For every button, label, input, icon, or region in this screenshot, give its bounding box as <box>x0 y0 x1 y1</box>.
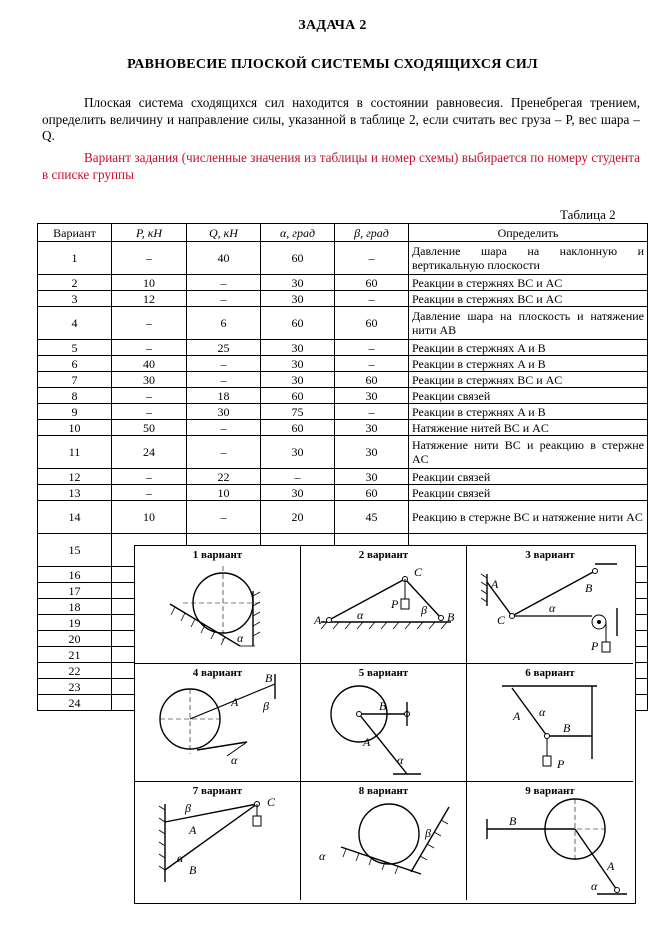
beta-cell: 30 <box>335 388 409 404</box>
variant-cell: 21 <box>38 647 112 663</box>
table-row <box>38 436 648 469</box>
svg-text:β: β <box>185 801 191 815</box>
alpha-cell: 60 <box>261 307 335 340</box>
p-cell: – <box>112 485 187 501</box>
p-cell: 40 <box>112 356 187 372</box>
beta-cell: – <box>335 291 409 307</box>
scheme-4-drawing <box>135 664 301 782</box>
determine-cell: Реакции в стержнях A и B <box>409 404 648 420</box>
determine-cell: Реакции связей <box>409 485 648 501</box>
q-cell: – <box>187 372 261 388</box>
q-cell: 22 <box>187 469 261 485</box>
variant-cell: 11 <box>38 436 112 469</box>
scheme-caption: 8 вариант <box>358 785 409 797</box>
svg-text:A: A <box>314 613 322 627</box>
beta-cell: – <box>335 356 409 372</box>
scheme-1-drawing <box>135 546 301 664</box>
svg-text:A: A <box>231 695 239 709</box>
scheme-caption: 2 вариант <box>358 549 409 561</box>
variant-cell: 13 <box>38 485 112 501</box>
variant-cell: 23 <box>38 679 112 695</box>
determine-cell: Реакции в стержнях A и B <box>409 340 648 356</box>
p-cell: – <box>112 340 187 356</box>
p-cell: – <box>112 307 187 340</box>
svg-text:β: β <box>263 699 269 713</box>
variant-cell: 20 <box>38 631 112 647</box>
q-cell: 30 <box>187 404 261 420</box>
variant-cell: 14 <box>38 501 112 534</box>
col-header-determine: Определить <box>409 224 648 242</box>
table-row <box>38 388 648 404</box>
alpha-cell: 30 <box>261 340 335 356</box>
svg-text:P: P <box>591 639 599 653</box>
svg-text:B: B <box>447 610 455 624</box>
col-header-beta: β, град <box>335 224 409 242</box>
col-header-p: P, кН <box>112 224 187 242</box>
scheme-caption: 9 вариант <box>525 785 575 797</box>
q-cell: 40 <box>187 242 261 275</box>
beta-cell: 60 <box>335 372 409 388</box>
beta-cell: 30 <box>335 469 409 485</box>
svg-text:A: A <box>513 709 521 723</box>
variant-cell: 7 <box>38 372 112 388</box>
determine-cell: Натяжение нити BC и реакцию в стержне AC <box>409 436 648 469</box>
scheme-3-drawing <box>467 546 633 664</box>
alpha-cell: 20 <box>261 501 335 534</box>
alpha-cell: 30 <box>261 291 335 307</box>
p-cell: 24 <box>112 436 187 469</box>
alpha-cell: 30 <box>261 275 335 291</box>
beta-cell: – <box>335 404 409 420</box>
variant-cell: 8 <box>38 388 112 404</box>
q-cell: – <box>187 436 261 469</box>
problem-statement: Плоская система сходящихся сил находится в состоянии равновесия. Пренебрегая трением, определить величину и направление силы, указанной в таблице 2, если считать вес груза – P, вес шара – Q. <box>42 95 640 143</box>
svg-text:B: B <box>509 814 517 828</box>
table-row <box>38 340 648 356</box>
svg-text:C: C <box>267 795 276 809</box>
svg-text:A: A <box>189 823 197 837</box>
svg-text:α: α <box>539 705 546 719</box>
task-topic: РАВНОВЕСИЕ ПЛОСКОЙ СИСТЕМЫ СХОДЯЩИХСЯ СИЛ <box>127 57 538 72</box>
beta-cell: 30 <box>335 436 409 469</box>
table-row <box>38 420 648 436</box>
svg-text:B: B <box>379 699 387 713</box>
scheme-8-drawing <box>301 782 467 903</box>
q-cell: – <box>187 291 261 307</box>
variant-cell: 12 <box>38 469 112 485</box>
table-caption: Таблица 2 <box>560 207 616 222</box>
svg-text:α: α <box>231 753 238 767</box>
schemes-panel <box>134 545 636 904</box>
alpha-cell: 30 <box>261 372 335 388</box>
svg-text:α: α <box>319 849 326 863</box>
q-cell: 18 <box>187 388 261 404</box>
table-row <box>38 291 648 307</box>
p-cell: 50 <box>112 420 187 436</box>
scheme-caption: 7 вариант <box>192 785 243 797</box>
svg-text:P: P <box>557 757 565 771</box>
q-cell: – <box>187 356 261 372</box>
table-row <box>38 307 648 340</box>
scheme-caption: 1 вариант <box>192 549 243 561</box>
alpha-cell: 30 <box>261 436 335 469</box>
variant-note: Вариант задания (численные значения из таблицы и номер схемы) выбирается по номеру студента в списке группы <box>42 150 640 182</box>
alpha-cell: – <box>261 469 335 485</box>
alpha-cell: 60 <box>261 242 335 275</box>
p-cell: – <box>112 469 187 485</box>
variant-cell: 22 <box>38 663 112 679</box>
svg-text:P: P <box>391 597 399 611</box>
svg-text:A: A <box>607 859 615 873</box>
svg-text:α: α <box>177 851 184 865</box>
variant-cell: 17 <box>38 583 112 599</box>
alpha-cell: 75 <box>261 404 335 420</box>
svg-text:α: α <box>357 608 364 622</box>
beta-cell: 60 <box>335 275 409 291</box>
q-cell: – <box>187 275 261 291</box>
svg-text:C: C <box>497 613 506 627</box>
determine-cell: Реакции в стержнях BC и AC <box>409 291 648 307</box>
variant-cell: 6 <box>38 356 112 372</box>
p-cell: 12 <box>112 291 187 307</box>
determine-cell: Реакции в стержнях BC и AC <box>409 275 648 291</box>
table-row <box>38 404 648 420</box>
table-row <box>38 501 648 534</box>
variant-cell: 4 <box>38 307 112 340</box>
col-header-alpha: α, град <box>261 224 335 242</box>
table-row <box>38 372 648 388</box>
scheme-6-drawing <box>467 664 633 782</box>
scheme-9 <box>467 782 633 900</box>
table-row <box>38 356 648 372</box>
determine-cell: Реакции связей <box>409 469 648 485</box>
variant-cell: 16 <box>38 567 112 583</box>
q-cell: 25 <box>187 340 261 356</box>
beta-cell: 30 <box>335 420 409 436</box>
scheme-7-drawing <box>135 782 301 903</box>
beta-cell: 45 <box>335 501 409 534</box>
scheme-caption: 4 вариант <box>192 667 243 679</box>
svg-text:A: A <box>363 735 371 749</box>
variant-cell: 5 <box>38 340 112 356</box>
variant-cell: 1 <box>38 242 112 275</box>
scheme-6 <box>467 664 633 782</box>
table-row <box>38 242 648 275</box>
q-cell: 10 <box>187 485 261 501</box>
table-header-row <box>38 224 648 242</box>
scheme-5-drawing <box>301 664 467 782</box>
svg-text:β: β <box>421 603 427 617</box>
variant-cell: 19 <box>38 615 112 631</box>
table-row <box>38 485 648 501</box>
p-cell: 10 <box>112 275 187 291</box>
scheme-caption: 6 вариант <box>525 667 575 679</box>
p-cell: 30 <box>112 372 187 388</box>
variant-cell: 10 <box>38 420 112 436</box>
scheme-9-drawing <box>467 782 633 903</box>
scheme-7 <box>135 782 301 900</box>
q-cell: – <box>187 420 261 436</box>
p-cell: – <box>112 242 187 275</box>
q-cell: – <box>187 501 261 534</box>
scheme-5 <box>301 664 467 782</box>
p-cell: – <box>112 404 187 420</box>
svg-text:B: B <box>563 721 571 735</box>
svg-text:C: C <box>414 565 423 579</box>
beta-cell: – <box>335 340 409 356</box>
variant-cell: 2 <box>38 275 112 291</box>
col-header-q: Q, кН <box>187 224 261 242</box>
determine-cell: Реакцию в стержне BC и натяжение нити AC <box>409 501 648 534</box>
determine-cell: Натяжение нитей BC и AC <box>409 420 648 436</box>
p-cell: – <box>112 388 187 404</box>
alpha-label: α <box>237 631 244 645</box>
scheme-1 <box>135 546 301 664</box>
table-row <box>38 275 648 291</box>
determine-cell: Реакции в стержнях BC и AC <box>409 372 648 388</box>
variant-cell: 24 <box>38 695 112 711</box>
table-row <box>38 469 648 485</box>
determine-cell: Давление шара на наклонную и вертикальную плоскости <box>409 242 648 275</box>
svg-text:α: α <box>549 601 556 615</box>
svg-text:A: A <box>491 577 499 591</box>
scheme-2 <box>301 546 467 664</box>
svg-text:β: β <box>425 826 431 840</box>
alpha-cell: 30 <box>261 356 335 372</box>
scheme-caption: 5 вариант <box>358 667 409 679</box>
p-cell: 10 <box>112 501 187 534</box>
svg-text:B: B <box>189 863 197 877</box>
scheme-8 <box>301 782 467 900</box>
task-number: ЗАДАЧА 2 <box>298 18 367 33</box>
scheme-3 <box>467 546 633 664</box>
determine-cell: Давление шара на плоскость и натяжение нити AB <box>409 307 648 340</box>
svg-text:α: α <box>397 753 404 767</box>
q-cell: 6 <box>187 307 261 340</box>
alpha-cell: 30 <box>261 485 335 501</box>
variant-cell: 15 <box>38 534 112 567</box>
svg-text:B: B <box>585 581 593 595</box>
variant-cell: 9 <box>38 404 112 420</box>
scheme-caption: 3 вариант <box>525 549 575 561</box>
determine-cell: Реакции связей <box>409 388 648 404</box>
beta-cell: 60 <box>335 485 409 501</box>
alpha-cell: 60 <box>261 388 335 404</box>
scheme-2-drawing <box>301 546 467 664</box>
alpha-cell: 60 <box>261 420 335 436</box>
variant-cell: 18 <box>38 599 112 615</box>
determine-cell: Реакции в стержнях A и B <box>409 356 648 372</box>
svg-text:B: B <box>265 671 273 685</box>
svg-text:α: α <box>591 879 598 893</box>
col-header-variant: Вариант <box>38 224 112 242</box>
variant-cell: 3 <box>38 291 112 307</box>
scheme-4 <box>135 664 301 782</box>
beta-cell: 60 <box>335 307 409 340</box>
beta-cell: – <box>335 242 409 275</box>
